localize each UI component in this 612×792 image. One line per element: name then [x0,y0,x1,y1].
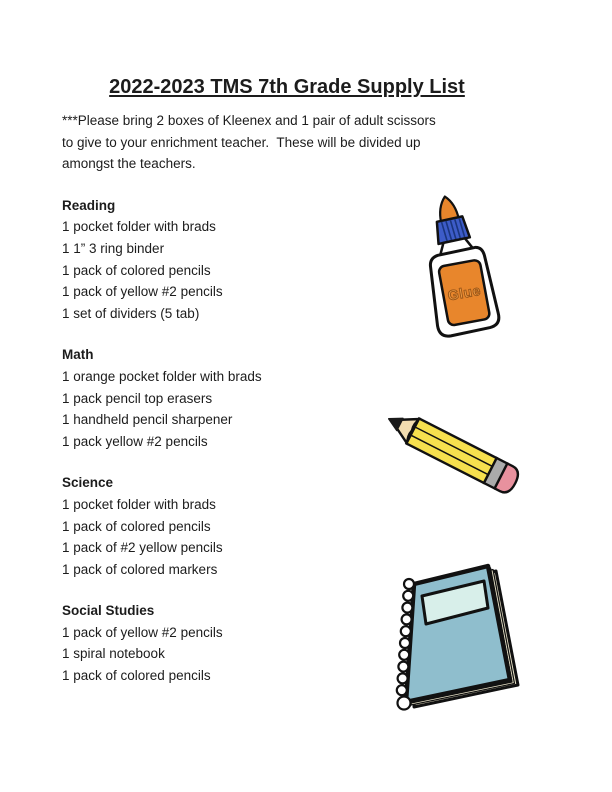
section-heading-math: Math [62,347,94,363]
supply-item: 1 set of dividers (5 tab) [62,305,200,321]
section-heading-social-studies: Social Studies [62,603,155,619]
glue-bottle-clipart [404,190,516,342]
notebook-clipart [392,552,527,722]
supply-item: 1 pack of colored markers [62,561,218,577]
section-heading-reading: Reading [62,197,116,213]
supply-item: 1 pack of colored pencils [62,518,211,534]
pencil-icon [372,396,532,506]
page-title: 2022-2023 TMS 7th Grade Supply List [109,76,465,98]
glue-bottle-icon [404,190,516,342]
intro-line: amongst the teachers. [62,156,196,172]
glue-label-text: Glue [446,281,482,304]
supply-item: 1 handheld pencil sharpener [62,412,233,428]
supply-item: 1 pack of yellow #2 pencils [62,284,223,300]
supply-item: 1 spiral notebook [62,646,165,662]
supply-item: 1 pocket folder with brads [62,496,216,512]
supply-item: 1 1” 3 ring binder [62,240,165,256]
supply-item: 1 pack yellow #2 pencils [62,433,208,449]
intro-note [62,110,532,175]
pencil-clipart [372,396,532,506]
supply-item: 1 pocket folder with brads [62,219,216,235]
supply-item: 1 pack of #2 yellow pencils [62,540,223,556]
supply-item: 1 pack of yellow #2 pencils [62,624,223,640]
intro-line: to give to your enrichment teacher. These will be divided up [62,134,421,150]
supply-item: 1 orange pocket folder with brads [62,368,262,384]
supply-item: 1 pack of colored pencils [62,668,211,684]
supply-item: 1 pack of colored pencils [62,262,211,278]
intro-line: ***Please bring 2 boxes of Kleenex and 1 pair of adult scissors [62,113,436,128]
section-heading-science: Science [62,475,114,491]
notebook-icon [392,552,527,722]
supply-item: 1 pack pencil top erasers [62,390,213,406]
pencil-body [406,419,496,483]
